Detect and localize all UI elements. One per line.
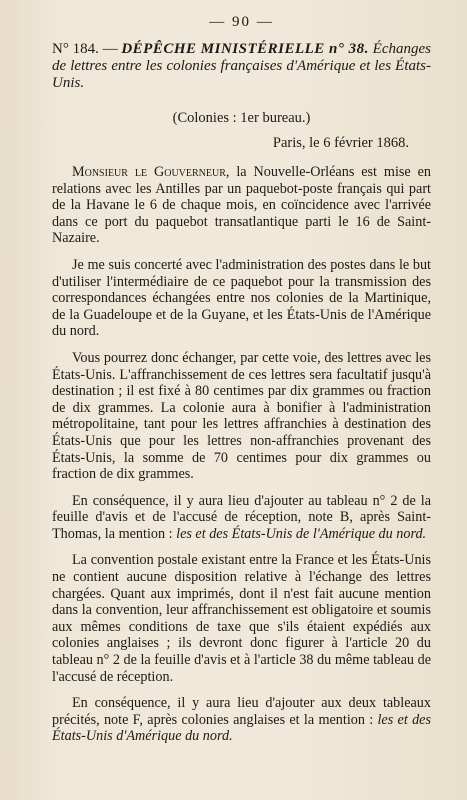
department-line: (Colonies : 1er bureau.) xyxy=(172,110,311,126)
paragraph-6 xyxy=(52,695,431,745)
salutation: Monsieur le Gouverneur xyxy=(72,164,226,180)
paragraph-4-mention: les et des États-Unis de l'Amérique du nord. xyxy=(176,525,427,542)
paragraph-6-mention: les et des États-Unis d'Amérique du nord. xyxy=(52,711,431,745)
dispatch-title: DÉPÊCHE MINISTÉRIELLE n° 38. xyxy=(121,41,369,57)
paragraph-1-text: , la Nouvelle-Orléans est mise en relations avec les Antilles par un paquebot-poste français qui part de la Havane le 6 de chaque mois, en coïncidence avec l'arrivée dans ce port du paquebot transatlantique parti le 16 de Saint-Nazaire. xyxy=(52,164,431,247)
paragraph-4 xyxy=(52,493,431,543)
paragraph-1 xyxy=(52,164,431,247)
page-number: — 90 — xyxy=(209,14,274,30)
paragraph-3: Vous pourrez donc échanger, par cette voie, des lettres avec les États-Unis. L'affranchissement de ces lettres sera facultatif jusqu'à destination ; il est fixé à 80 centimes par dix grammes ou fraction de dix grammes. La colonie aura à bonifier à l'administration métropolitaine, tant pour les lettres affranchies à destination des États-Unis que pour les lettres non-affranchies provenant des États-Unis, la somme de 70 centimes pour dix grammes ou fraction de dix grammes. xyxy=(52,349,431,483)
paragraph-2: Je me suis concerté avec l'administration des postes dans le but d'utiliser l'intermédiaire de ce paquebot pour la transmission des correspondances échangées entre nos colonies de la Martinique, de la Guadeloupe et de la Guyane, et les États-Unis de l'Amérique du nord. xyxy=(52,256,431,340)
paragraph-5: La convention postale existant entre la France et les États-Unis ne contient aucune disposition relative à l'échange des lettres chargées. Quant aux imprimés, dont il n'est fait aucune mention dans la convention, leur affranchissement est obligatoire et soumis aux mêmes conditions de taxe que s'ils étaient expédiés aux colonies anglaises ; ils devront donc figurer à l'article 20 du tableau n° 2 de la feuille d'avis et à l'article 38 du même tableau de l'accusé de réception. xyxy=(52,552,431,685)
dispatch-description: Échanges de lettres entre les colonies françaises d'Amérique et les États-Unis. xyxy=(52,41,431,91)
date-line: Paris, le 6 février 1868. xyxy=(272,135,409,151)
dispatch-number: N° 184. — xyxy=(52,41,122,57)
dispatch-header xyxy=(52,41,431,92)
paragraph-4-text: En conséquence, il y aura lieu d'ajouter au tableau n° 2 de la feuille d'avis et de l'accusé de réception, note B, après Saint-Thomas, la mention : xyxy=(52,492,431,542)
paragraph-6-text: En conséquence, il y aura lieu d'ajouter aux deux tableaux précités, note F, après colonies anglaises et la mention : xyxy=(52,695,431,728)
